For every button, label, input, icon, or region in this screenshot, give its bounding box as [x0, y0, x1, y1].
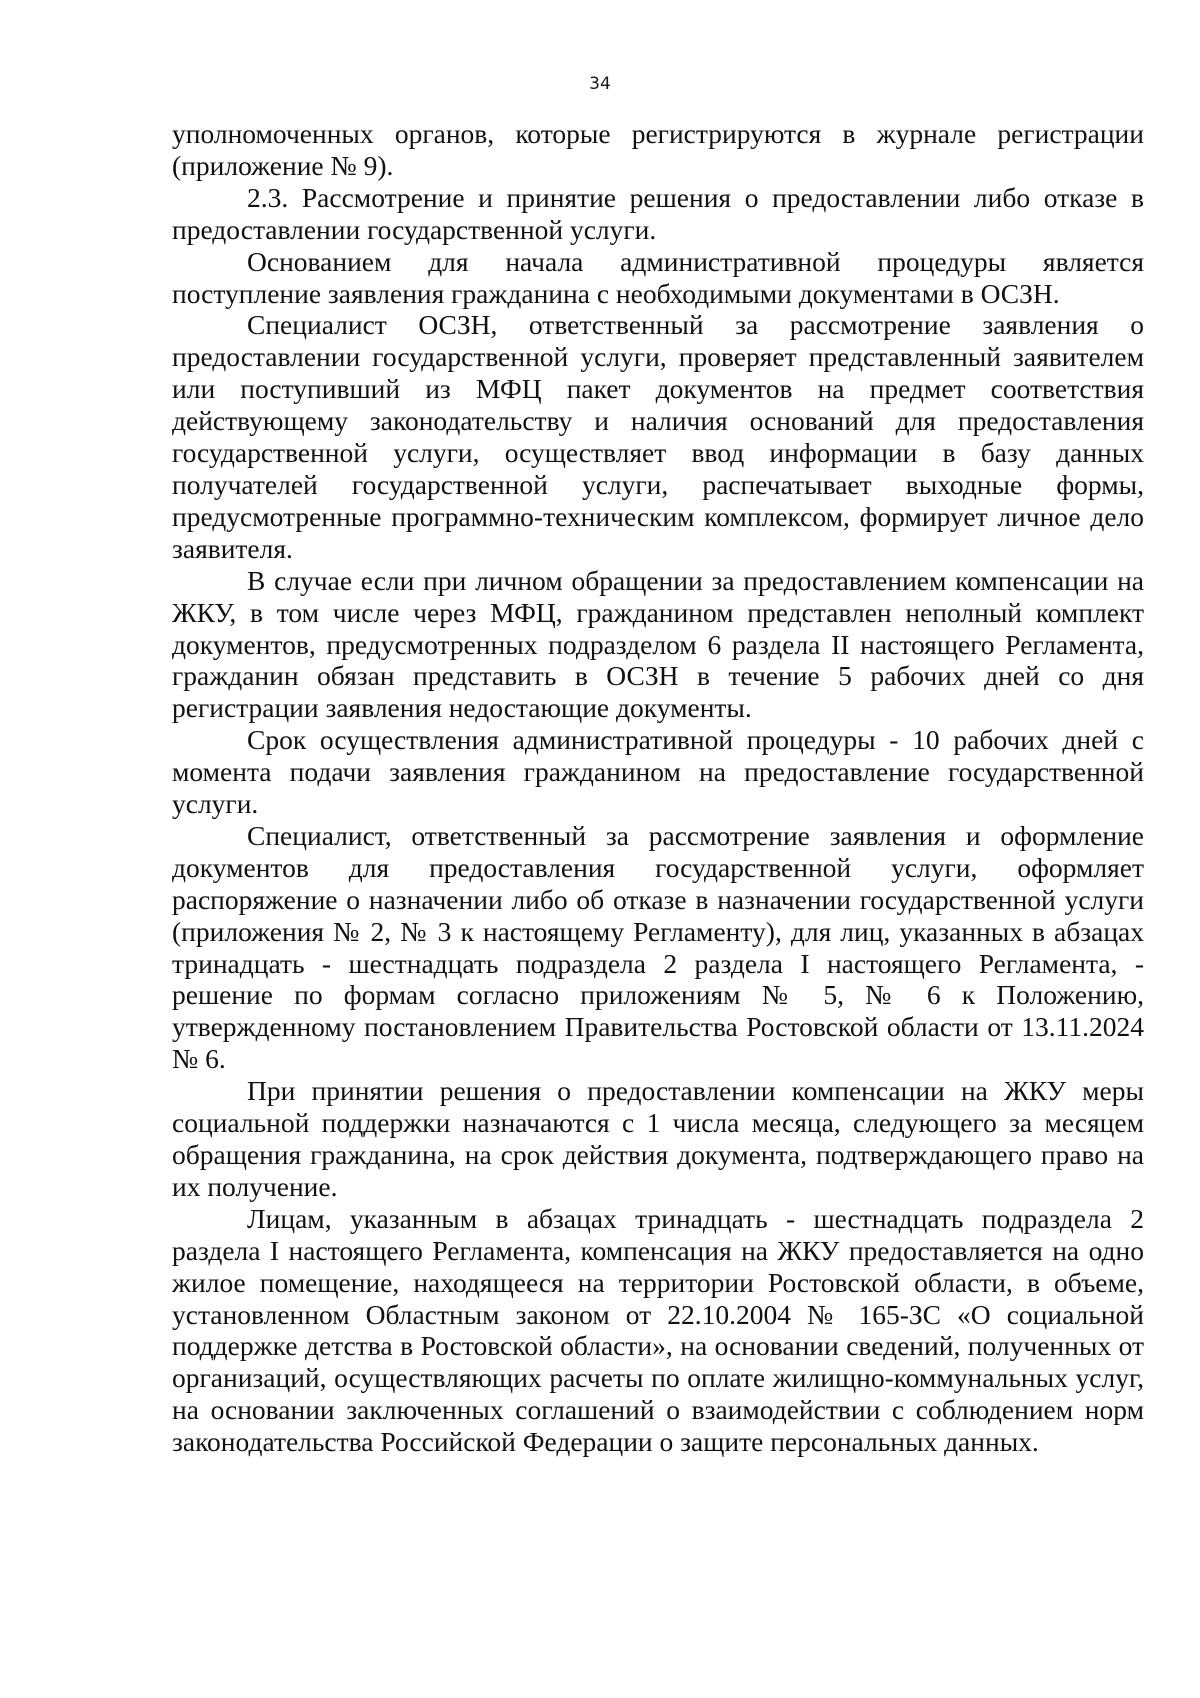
document-body [172, 118, 1144, 1458]
paragraph-compensation-scope: Лицам, указанным в абзацах тринадцать - шестнадцать подраздела 2 раздела I настоящего Регламента, компенсация на ЖКУ предоставляется на одно жилое помещение, находящееся на территории Ростовской области, в объеме, установленном Областным законом от 22.10.2004 № 165-ЗС «О социальной поддержке детства в Ростовской области», на основании сведений, полученных от организаций, осуществляющих расчеты по оплате жилищно-коммунальных услуг, на основании заключенных соглашений о взаимодействии с соблюдением норм законодательства Российской Федерации о защите персональных данных. [172, 1202, 1144, 1458]
paragraph-incomplete-documents: В случае если при личном обращении за предоставлением компенсации на ЖКУ, в том числе через МФЦ, гражданином представлен неполный комплект документов, предусмотренных подразделом 6 раздела II настоящего Регламента, гражданин обязан представить в ОСЗН в течение 5 рабочих дней со дня регистрации заявления недостающие документы. [172, 564, 1144, 724]
paragraph-assignment-date: При принятии решения о предоставлении компенсации на ЖКУ меры социальной поддержки назначаются с 1 числа месяца, следующего за месяцем обращения гражданина, на срок действия документа, подтверждающего право на их получение. [172, 1075, 1144, 1202]
paragraph-specialist-check: Специалист ОСЗН, ответственный за рассмотрение заявления о предоставлении государственной услуги, проверяет представленный заявителем или поступивший из МФЦ пакет документов на предмет соответствия действующему законодательству и наличия оснований для предоставления государственной услуги, осуществляет ввод информации в базу данных получателей государственной услуги, распечатывает выходные формы, предусмотренные программно-техническим комплексом, формирует личное дело заявителя. [172, 309, 1144, 564]
paragraph-grounds: Основанием для начала административной процедуры является поступление заявления гражданина с необходимыми документами в ОСЗН. [172, 245, 1144, 309]
paragraph-continuation: уполномоченных органов, которые регистрируются в журнале регистрации (приложение № 9). [172, 118, 1144, 181]
paragraph-procedure-term: Срок осуществления административной процедуры - 10 рабочих дней с момента подачи заявления гражданином на предоставление государственной услуги. [172, 724, 1144, 820]
section-heading-2-3: 2.3. Рассмотрение и принятие решения о предоставлении либо отказе в предоставлении государственной услуги. [172, 181, 1144, 245]
page-number: 34 [589, 74, 611, 94]
paragraph-decision-order: Специалист, ответственный за рассмотрение заявления и оформление документов для предоставления государственной услуги, оформляет распоряжение о назначении либо об отказе в назначении государственной услуги (приложения № 2, № 3 к настоящему Регламенту), для лиц, указанных в абзацах тринадцать - шестнадцать подраздела 2 раздела I настоящего Регламента, - решение по формам согласно приложениям № 5, № 6 к Положению, утвержденному постановлением Правительства Ростовской области от 13.11.2024 № 6. [172, 819, 1144, 1075]
